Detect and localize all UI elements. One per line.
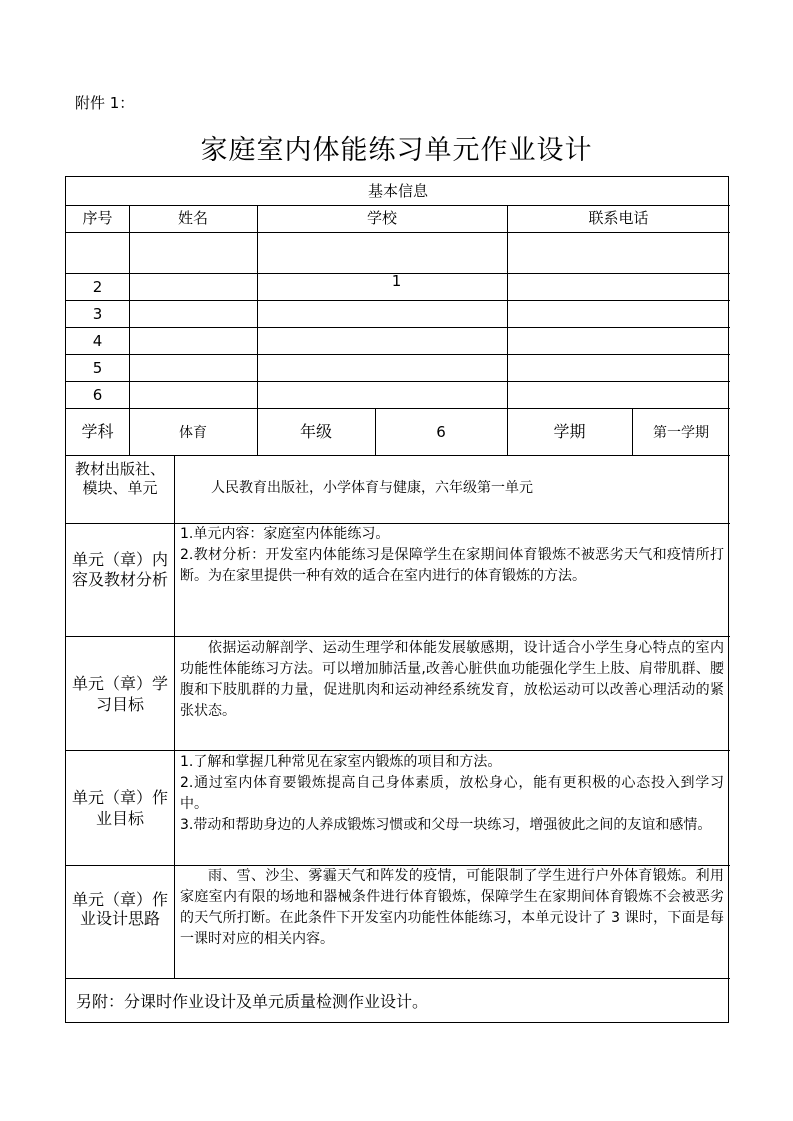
table-rule (66, 381, 730, 382)
table-rule (66, 327, 730, 328)
table-rule (257, 205, 258, 455)
textbook-content: 人民教育出版社，小学体育与健康，六年级第一单元 (211, 480, 533, 496)
row-number: 2 (92, 278, 103, 296)
design-ideas-content: 雨、雪、沙尘、雾霾天气和阵发的疫情，可能限制了学生进行户外体育锻炼。利用家庭室内有限的场地和器械条件进行体育锻炼，保障学生在家期间体育锻炼不会被恶劣的天气所打断。在此条件下开发室内功能性体能练习，本单元设计了 3 课时，下面是每一课时对应的相关内容。 (180, 868, 724, 947)
row-number: 1 (391, 272, 402, 290)
table-rule (66, 636, 730, 637)
column-header-name: 姓名 (177, 209, 208, 227)
table-rule (174, 455, 175, 978)
content-analysis-line: 1.单元内容：家庭室内体能练习。 (180, 526, 390, 542)
column-header-school: 学校 (366, 209, 397, 227)
homework-design-table (65, 176, 729, 1023)
footer-note: 另附：分课时作业设计及单元质量检测作业设计。 (76, 992, 429, 1011)
table-rule (66, 205, 730, 206)
homework-goals-line: 2.通过室内体育要锻炼提高自己身体素质，放松身心，能有更积极的心态投入到学习中。 (180, 775, 724, 812)
grade-label: 年级 (299, 422, 332, 441)
table-rule (66, 232, 730, 233)
table-rule (129, 205, 130, 455)
homework-goals-line: 3.带动和帮助身边的人养成锻炼习惯或和父母一块练习，增强彼此之间的友谊和感情。 (180, 817, 712, 833)
table-rule (66, 750, 730, 751)
subject-label: 学科 (81, 422, 114, 441)
attachment-label: 附件 1： (75, 94, 135, 112)
basic-info-header: 基本信息 (367, 182, 428, 200)
subject-value: 体育 (179, 425, 207, 441)
table-rule (66, 354, 730, 355)
table-rule (66, 455, 730, 456)
page-title: 家庭室内体能练习单元作业设计 (200, 135, 593, 166)
row-number: 6 (92, 386, 103, 404)
textbook-label: 教材出版社、模块、单元 (74, 460, 165, 497)
row-number: 4 (92, 332, 103, 350)
table-rule (66, 978, 730, 979)
term-value: 第一学期 (653, 425, 709, 441)
column-header-phone: 联系电话 (588, 209, 649, 227)
homework-goals-line: 1.了解和掌握几种常见在家室内锻炼的项目和方法。 (180, 754, 502, 770)
term-label: 学期 (553, 422, 586, 441)
design-ideas-label: 单元（章）作业设计思路 (72, 890, 169, 928)
row-number: 5 (92, 359, 103, 377)
learning-goals-label: 单元（章）学习目标 (72, 674, 169, 714)
table-rule (507, 205, 508, 455)
column-header-number: 序号 (82, 209, 113, 227)
content-analysis-line: 2.教材分析：开发室内体能练习是保障学生在家期间体育锻炼不被恶劣天气和疫情所打断。为在家里提供一种有效的适合在室内进行的体育锻炼的方法。 (180, 547, 724, 584)
learning-goals-content: 依据运动解剖学、运动生理学和体能发展敏感期，设计适合小学生身心特点的室内功能性体能练习方法。可以增加肺活量,改善心脏供血功能强化学生上肢、肩带肌群、腰腹和下肢肌群的力量，促进肌肉和运动神经系统发育，放松运动可以改善心理活动的紧张状态。 (180, 640, 724, 719)
table-rule (66, 408, 730, 409)
row-number: 3 (92, 305, 103, 323)
homework-goals-label: 单元（章）作业目标 (72, 788, 169, 828)
content-analysis-label: 单元（章）内容及教材分析 (72, 550, 169, 589)
grade-value: 6 (436, 423, 446, 441)
table-rule (66, 300, 730, 301)
